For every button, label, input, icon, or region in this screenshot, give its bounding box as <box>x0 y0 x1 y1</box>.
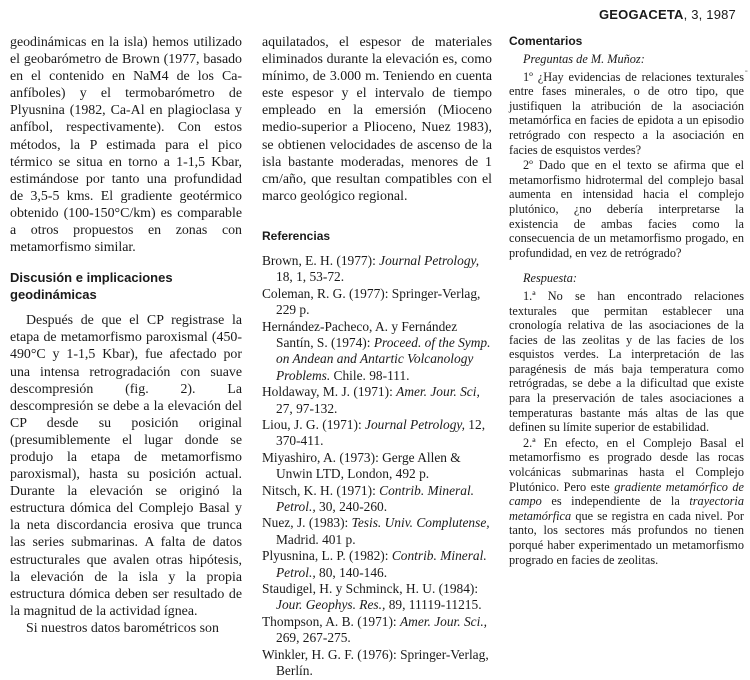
journal-issue: , 3, 1987 <box>683 7 736 22</box>
paragraph-methods: geodinámicas en la isla) hemos utilizado el geobarómetro de Brown (1977, basado en el contenido en NaM4 de los Ca-anfíboles) y el termobarómetro de Plyusnina (1982, Ca-Al en plagioclasa y anfíbol, respectivamente). Con estos métodos, la P estimada para el pico térmico se situa en torno a 1-1,5 Kbar, estimándose por tanto una profundidad de 3,5-5 kms. El gradiente geotérmico obtenido (100-150°C/km) es comparable a otros propuestos en zonas con metamorfismo similar. <box>10 35 242 256</box>
reference-item: Brown, E. H. (1977): Journal Petrology, 18, 1, 53-72. <box>262 252 480 285</box>
reference-item: Liou, J. G. (1971): Journal Petrology, 12, 370-411. <box>262 417 486 449</box>
reference-item: Miyashiro, A. (1973): Gerge Allen & Unwin LTD, London, 492 p. <box>262 449 461 482</box>
journal-name: GEOGACETA <box>598 7 684 22</box>
reference-item: Hernández-Pacheco, A. y Fernández Santín, S. (1974): Proceed. of the Symp. on Andean and Antartic Volcanology Problems. Chile. 98-111. <box>262 318 491 383</box>
paragraph-discussion: Después de que el CP registrase la etapa de metamorfismo paroxismal (450-490°C y 1-1,5 Kbar), fue afectado por una intensa retrogradación con suave descompresión (fig. 2). La descompresión se debe a la elevación del CP desde su posición original (presumiblemente el lugar donde se produjo la etapa de metamorfismo paroxismal), hasta su posición actual. Durante la elevación se originó la estructura dómica del Complejo Basal y la neta discordancia erosiva que trunca las series submarinas. A falta de datos estructurales que avalen otras hipótesis, la elevación de la isla y la propia estructura dómica deben ser resultado de la magnitud de la actividad ígnea. <box>10 313 242 619</box>
section-heading-comments: Comentarios <box>509 34 583 48</box>
answer-label: Respuesta: <box>523 271 577 286</box>
reference-item: Thompson, A. B. (1971): Amer. Jour. Sci., 269, 267-275. <box>262 613 488 646</box>
reference-item: Coleman, R. G. (1977): Springer-Verlag, 229 p. <box>262 285 481 318</box>
paragraph-barometric: Si nuestros datos barométricos son <box>26 620 219 636</box>
column-middle <box>262 34 492 680</box>
section-heading-references: Referencias <box>262 228 331 243</box>
column-right <box>509 34 744 568</box>
reference-item: Staudigel, H. y Schminck, H. U. (1984): Jour. Geophys. Res., 89, 11119-11215. <box>262 581 482 613</box>
answer-1: 1.ª No se han encontrado relaciones texturales que permitan establecer una cronología relativa de las asociaciones de la facies de las zeolitas y de las facies de los esquistos verdes. La interpretación de las paragénesis de más baja temperatura como retrógradas, se debe a la dificultad que existe para la preservación de tales asociaciones a temperaturas bastante más altas de las que definen su límite superior de estabilidad. <box>509 288 744 435</box>
reference-item: Nitsch, K. H. (1971): Contrib. Mineral. Petrol., 30, 240-260. <box>262 482 475 515</box>
answer-2: 2.ª En efecto, en el Complejo Basal el metamorfismo es progrado desde las rocas volcánicas submarinas hasta el Complejo Plutónico. Pero este gradiente metamórfico de campo es independiente de la trayectoria metamórfica que se registra en cada nivel. Por tanto, los sectores más profundos no tienen porqué haber experimentado un metamorfismo progrado en facies de zeolitas. <box>509 435 744 567</box>
question-1: 1º ¿Hay evidencias de relaciones texturales entre fases minerales, o de otro tipo, que justifiquen la atribución de la asociación metamórfica en facies de epidota a un episodio retrógrado con respecto a la asociación en facies de esquistos verdes? <box>509 69 744 157</box>
margin-mark: - <box>744 66 748 77</box>
reference-item: Winkler, H. G. F. (1976): Springer-Verlag, Berlín. <box>262 646 489 679</box>
question-2: 2º Dado que en el texto se afirma que el metamorfismo hidrotermal del complejo basal aumenta en intensidad hacia el complejo plutónico, ¿no debería interpretarse la existencia de ambas facies como la consecuencia de un metamorfismo progado, en profundidad, en vez de retrógrado? <box>509 158 744 260</box>
journal-header <box>599 7 736 22</box>
paragraph-continuation: aquilatados, el espesor de materiales eliminados durante la elevación es, como mínimo, de 3.000 m. Teniendo en cuenta este espesor y el intervalo de tiempo empleado en la emersión (Mioceno medio-superior a Plioceno, Nuez 1983), se obtienen velocidades de ascenso de la isla bastante moderadas, menores de 1 cm/año, que resultan compatibles con el marco geológico regional. <box>262 35 492 204</box>
reference-list <box>262 253 492 680</box>
section-heading-discussion: Discusión e implicaciones geodinámicas <box>10 270 173 302</box>
questions-label: Preguntas de M. Muñoz: <box>523 52 645 66</box>
reference-item: Plyusnina, L. P. (1982): Contrib. Mineral. Petrol., 80, 140-146. <box>262 548 487 580</box>
column-left <box>10 34 242 637</box>
reference-item: Nuez, J. (1983): Tesis. Univ. Complutense, Madrid. 401 p. <box>262 515 490 547</box>
reference-item: Holdaway, M. J. (1971): Amer. Jour. Sci, 27, 97-132. <box>262 384 480 416</box>
